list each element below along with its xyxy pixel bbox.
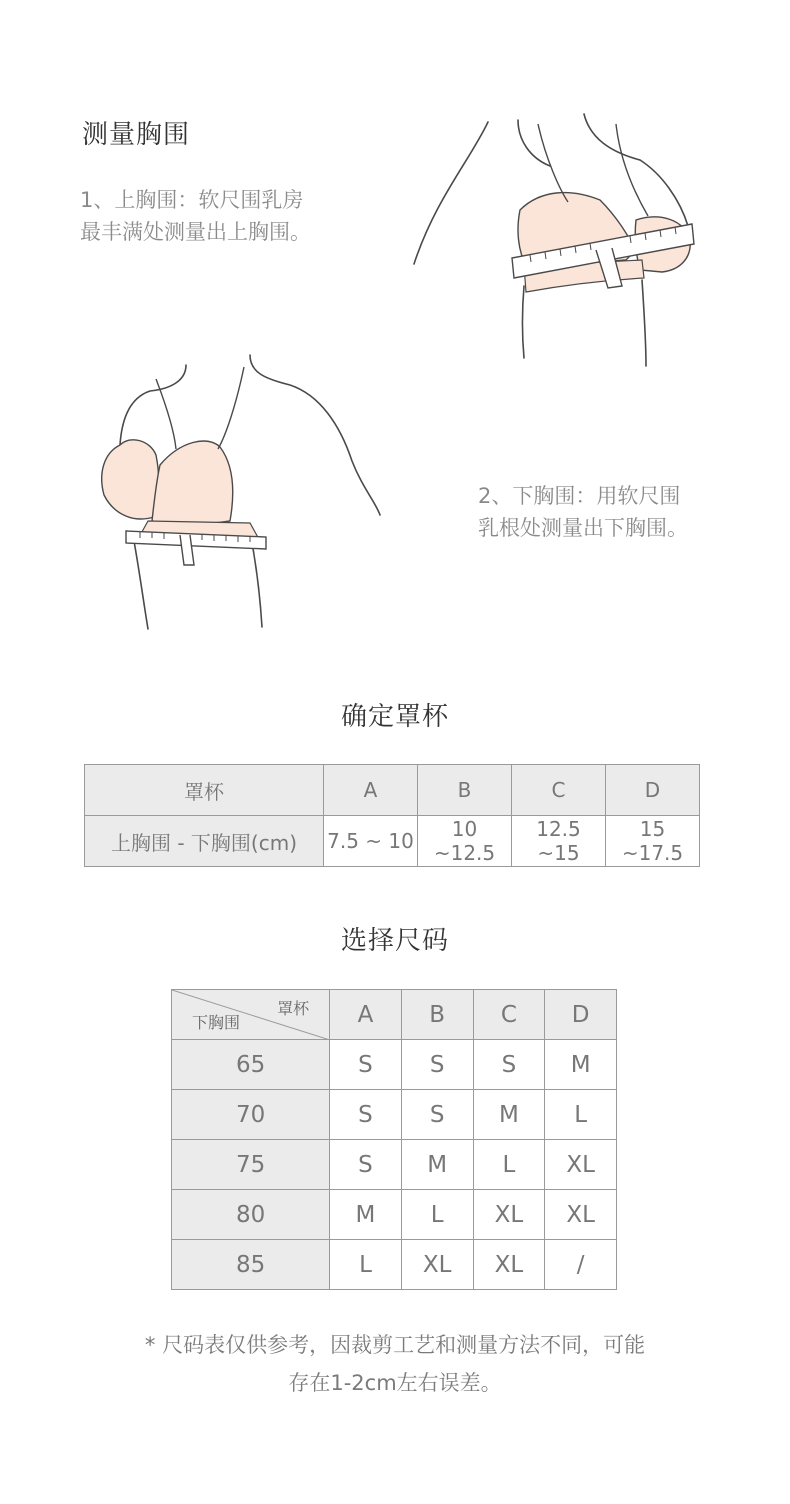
cup-row-label: 上胸围 - 下胸围(cm) xyxy=(85,816,324,867)
size-cell: S xyxy=(330,1140,402,1190)
size-row xyxy=(172,1190,617,1240)
step1-line1: 1、上胸围：软尺围乳房 xyxy=(80,188,304,212)
band-cell: 70 xyxy=(172,1090,330,1140)
footnote-line2: 存在1-2cm左右误差。 xyxy=(288,1371,502,1395)
size-cell: XL xyxy=(401,1240,473,1290)
size-cell: S xyxy=(330,1090,402,1140)
band-cell: 65 xyxy=(172,1040,330,1090)
cup-value-cell: 15 ~17.5 xyxy=(606,816,700,867)
step2-line1: 2、下胸围：用软尺围 xyxy=(478,484,681,508)
cup-value-cell: 12.5 ~15 xyxy=(512,816,606,867)
size-cell: L xyxy=(545,1090,617,1140)
step1-text xyxy=(80,184,311,248)
size-cell: M xyxy=(545,1040,617,1090)
size-cell: / xyxy=(545,1240,617,1290)
cup-header-row xyxy=(85,765,700,816)
size-cell: S xyxy=(401,1040,473,1090)
size-cell: M xyxy=(473,1090,545,1140)
size-cell: M xyxy=(330,1190,402,1240)
cup-section-title: 确定罩杯 xyxy=(340,702,449,732)
band-cell: 85 xyxy=(172,1240,330,1290)
cup-header-cell: B xyxy=(418,765,512,816)
band-cell: 80 xyxy=(172,1190,330,1240)
corner-bottom-label: 下胸围 xyxy=(192,1013,241,1032)
size-cell: S xyxy=(330,1040,402,1090)
size-row xyxy=(172,1240,617,1290)
size-cell: L xyxy=(473,1140,545,1190)
size-cell: XL xyxy=(545,1140,617,1190)
footnote xyxy=(0,1326,790,1402)
size-corner-cell xyxy=(172,990,330,1040)
cup-value-row xyxy=(85,816,700,867)
upper-bust-illustration xyxy=(400,100,720,380)
size-row xyxy=(172,1140,617,1190)
size-column-header: B xyxy=(401,990,473,1040)
footnote-line1: * 尺码表仅供参考，因裁剪工艺和测量方法不同，可能 xyxy=(144,1333,646,1357)
cup-header-cell: D xyxy=(606,765,700,816)
size-cell: L xyxy=(330,1240,402,1290)
corner-top-label: 罩杯 xyxy=(277,999,310,1018)
cup-header-cell: A xyxy=(324,765,418,816)
size-row xyxy=(172,1090,617,1140)
size-cell: XL xyxy=(473,1240,545,1290)
cup-value-cell: 7.5 ~ 10 xyxy=(324,816,418,867)
step2-line2: 乳根处测量出下胸围。 xyxy=(478,516,688,540)
cup-header-cell: C xyxy=(512,765,606,816)
size-column-header: A xyxy=(330,990,402,1040)
measure-title: 测量胸围 xyxy=(82,120,191,150)
band-cell: 75 xyxy=(172,1140,330,1190)
size-section-title: 选择尺码 xyxy=(340,926,449,956)
size-row xyxy=(172,1040,617,1090)
size-cell: XL xyxy=(473,1190,545,1240)
step1-line2: 最丰满处测量出上胸围。 xyxy=(80,220,311,244)
size-cell: S xyxy=(401,1090,473,1140)
step2-text xyxy=(478,480,688,544)
size-cell: M xyxy=(401,1140,473,1190)
under-bust-illustration xyxy=(90,345,390,635)
size-header-row xyxy=(172,990,617,1040)
size-cell: S xyxy=(473,1040,545,1090)
size-column-header: D xyxy=(545,990,617,1040)
cup-value-cell: 10 ~12.5 xyxy=(418,816,512,867)
size-table xyxy=(171,989,617,1290)
size-cell: L xyxy=(401,1190,473,1240)
size-cell: XL xyxy=(545,1190,617,1240)
size-column-header: C xyxy=(473,990,545,1040)
cup-header-cell: 罩杯 xyxy=(85,765,324,816)
cup-table xyxy=(84,764,700,867)
